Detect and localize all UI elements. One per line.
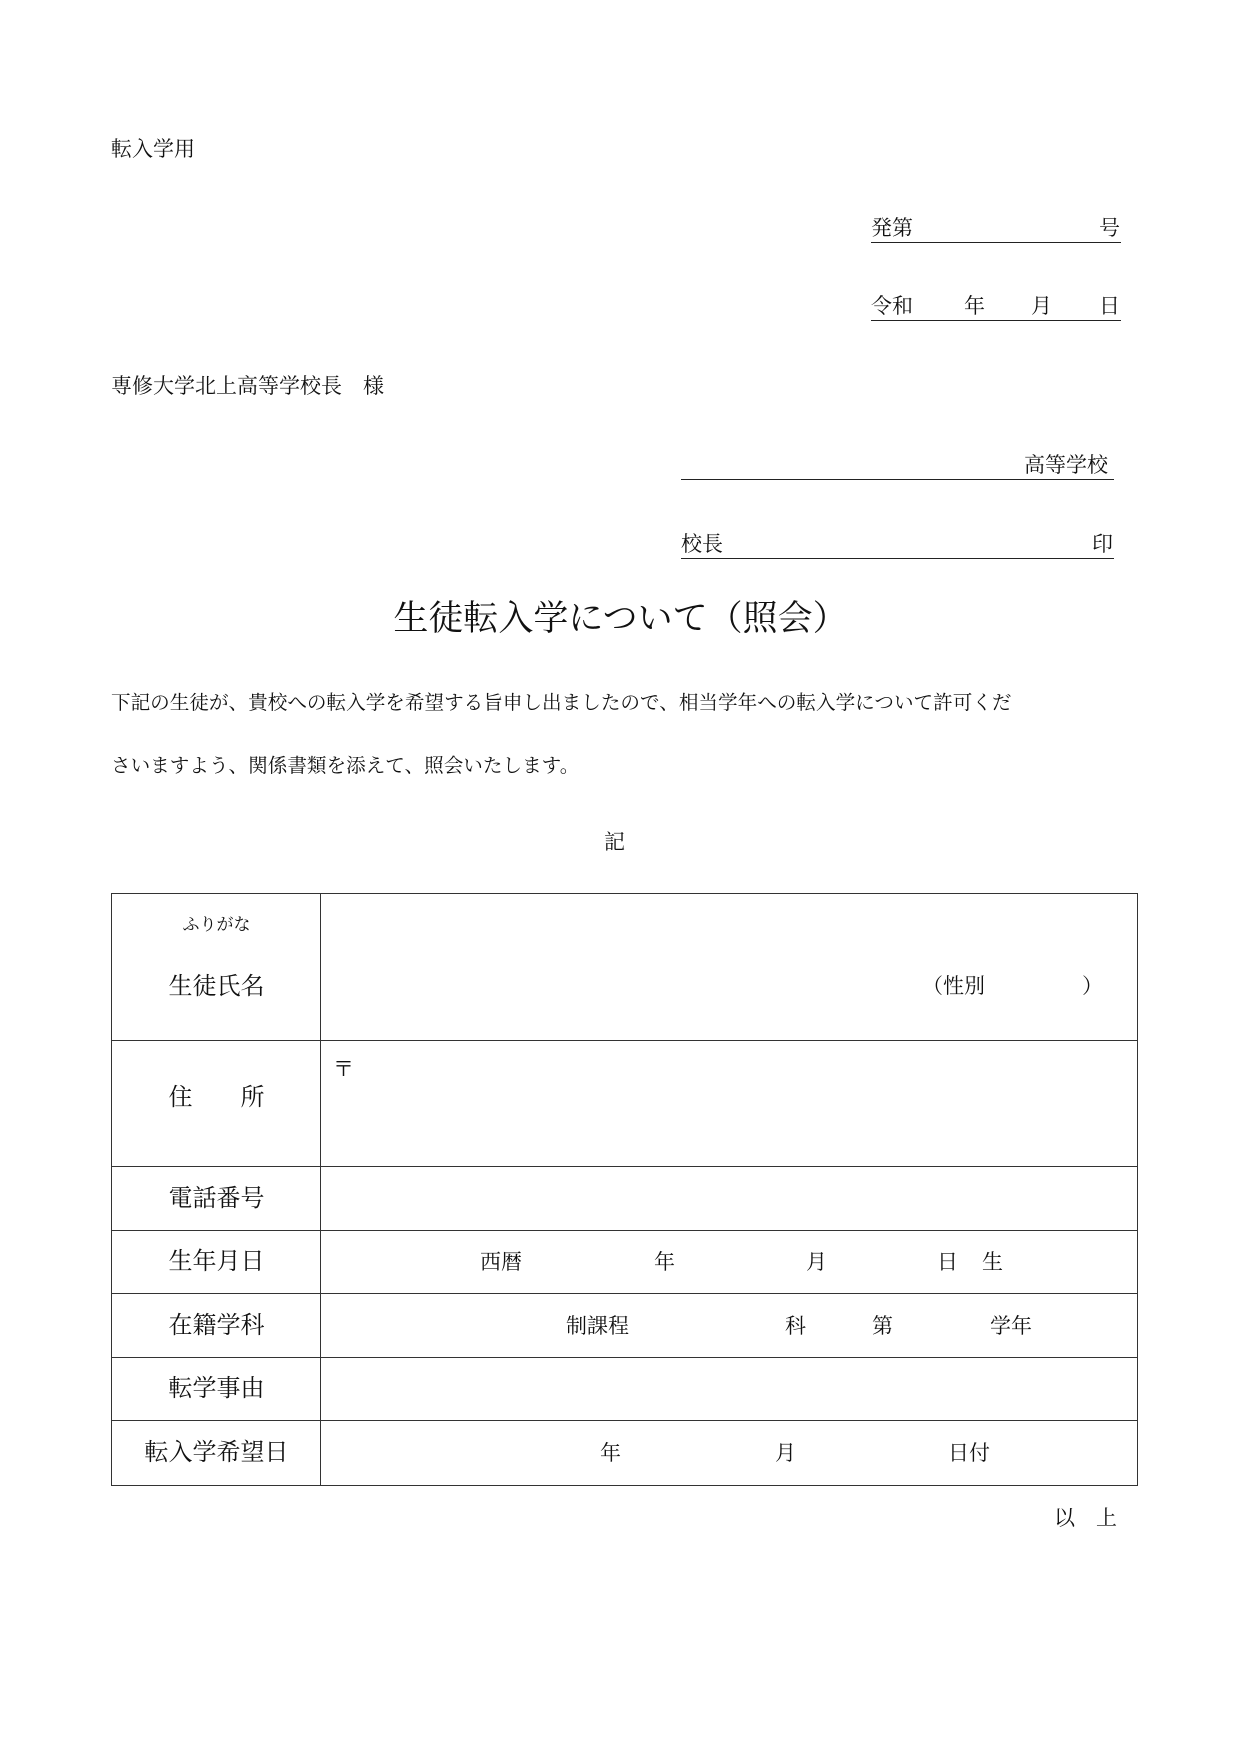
principal-label: 校長 xyxy=(681,532,723,556)
gender-close: ） xyxy=(1082,974,1103,998)
enroll-dept: 科 xyxy=(785,1314,806,1338)
ki-mark: 記 xyxy=(604,830,625,854)
birth-year: 年 xyxy=(654,1250,675,1274)
postal-mark: 〒 xyxy=(333,1057,354,1081)
transfer-reason-label: 転学事由 xyxy=(168,1374,265,1402)
date-year: 年 xyxy=(964,294,985,318)
date-month: 月 xyxy=(1031,294,1052,318)
row-divider xyxy=(112,1230,1137,1231)
addressee: 専修大学北上高等学校長 様 xyxy=(111,374,384,398)
form-type-label: 転入学用 xyxy=(111,137,195,161)
desired-month: 月 xyxy=(775,1441,796,1465)
birthdate-label: 生年月日 xyxy=(168,1247,265,1275)
birth-day: 日 xyxy=(937,1250,958,1274)
date-underline xyxy=(871,320,1121,321)
enrollment-label: 在籍学科 xyxy=(168,1311,265,1339)
birth-seireki: 西暦 xyxy=(480,1250,522,1274)
furigana-label: ふりがな xyxy=(182,915,251,935)
sender-school-suffix: 高等学校 xyxy=(1024,453,1108,477)
date-era: 令和 xyxy=(871,294,913,318)
birth-month: 月 xyxy=(806,1250,827,1274)
row-divider xyxy=(112,1040,1137,1041)
address-label: 住 所 xyxy=(168,1083,265,1111)
principal-underline xyxy=(681,558,1114,559)
sender-school-underline xyxy=(681,479,1114,480)
desired-day: 日付 xyxy=(948,1441,990,1465)
body-line-1: 下記の生徒が、貴校への転入学を希望する旨申し出ましたので、相当学年への転入学について許可くだ xyxy=(111,691,1012,714)
row-divider xyxy=(112,1293,1137,1294)
gender-label: （性別 xyxy=(922,974,985,998)
doc-number-suffix: 号 xyxy=(1099,216,1120,240)
page-title: 生徒転入学について（照会） xyxy=(393,599,848,639)
phone-label: 電話番号 xyxy=(168,1184,265,1212)
row-divider xyxy=(112,1357,1137,1358)
student-info-table xyxy=(111,893,1138,1486)
date-day: 日 xyxy=(1099,294,1120,318)
birth-sei: 生 xyxy=(982,1250,1003,1274)
body-line-2: さいますよう、関係書類を添えて、照会いたします。 xyxy=(111,754,580,777)
enroll-course: 制課程 xyxy=(566,1314,629,1338)
desired-date-label: 転入学希望日 xyxy=(144,1438,289,1466)
doc-number-prefix: 発第 xyxy=(871,216,913,240)
enroll-dai: 第 xyxy=(872,1314,893,1338)
row-divider xyxy=(112,1166,1137,1167)
row-divider xyxy=(112,1420,1137,1421)
enroll-grade: 学年 xyxy=(990,1314,1032,1338)
seal-mark: 印 xyxy=(1092,532,1113,556)
closing-ijou: 以 上 xyxy=(1054,1506,1117,1530)
doc-number-underline xyxy=(871,242,1121,243)
desired-year: 年 xyxy=(600,1441,621,1465)
student-name-label: 生徒氏名 xyxy=(168,972,265,1000)
